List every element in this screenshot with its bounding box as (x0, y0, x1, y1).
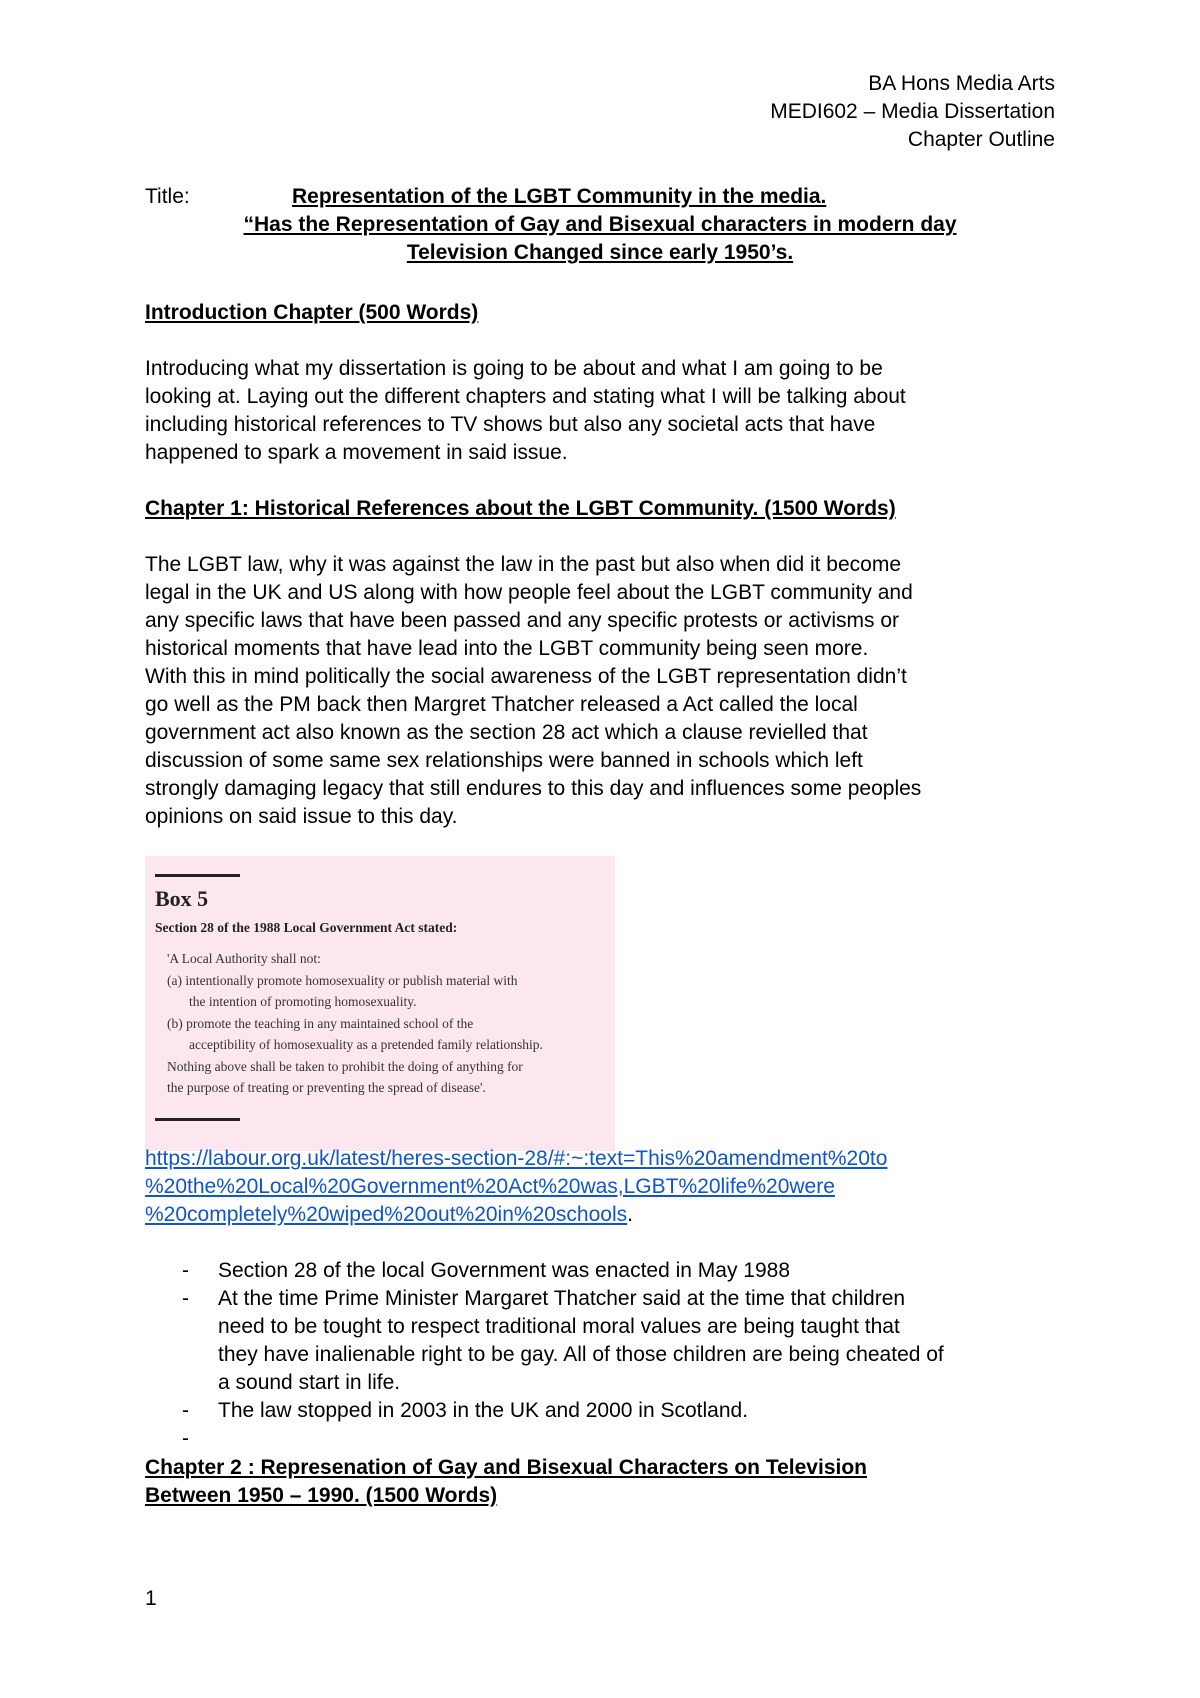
section-28-box-image (145, 856, 615, 1151)
introduction-heading: Introduction Chapter (500 Words) (145, 301, 479, 324)
bullet-dash: - (182, 1427, 189, 1450)
paragraph-line: happened to spark a movement in said issue. (145, 441, 568, 464)
box-bottom-rule (155, 1118, 240, 1121)
chapter1-heading: Chapter 1: Historical References about the LGBT Community. (1500 Words) (145, 497, 896, 520)
bullet-dash: - (182, 1259, 189, 1282)
box-line: acceptibility of homosexuality as a pretended family relationship. (189, 1037, 543, 1052)
paragraph-line: The LGBT law, why it was against the law in the past but also when did it become (145, 553, 902, 576)
box-line: the intention of promoting homosexuality. (189, 994, 417, 1009)
chapter2-heading-line-2: Between 1950 – 1990. (1500 Words) (145, 1484, 498, 1507)
paragraph-line: any specific laws that have been passed and any specific protests or activisms or (145, 609, 900, 632)
introduction-paragraph (145, 355, 1075, 467)
dissertation-title: Representation of the LGBT Community in the media. (292, 185, 827, 208)
box-line: Nothing above shall be taken to prohibit the doing of anything for (167, 1058, 523, 1074)
paragraph-line: government act also known as the section 28 act which a clause revielled that (145, 721, 868, 744)
title-label: Title: (145, 185, 190, 208)
subtitle-line-1: “Has the Representation of Gay and Bisexual characters in modern day (243, 213, 957, 236)
box-line: (a) intentionally promote homosexuality or publish material with (167, 972, 518, 988)
source-link-block (145, 1145, 887, 1229)
box-line: (b) promote the teaching in any maintained school of the (167, 1015, 474, 1031)
source-link-line-3[interactable]: %20completely%20wiped%20out%20in%20schools (145, 1203, 628, 1226)
paragraph-line: historical moments that have lead into the LGBT community being seen more. (145, 637, 869, 660)
title-block (145, 183, 1055, 267)
box-line: the purpose of treating or preventing the spread of disease'. (167, 1080, 486, 1095)
bullet-dash: - (182, 1287, 189, 1310)
subtitle-line-2: Television Changed since early 1950’s. (406, 241, 794, 264)
document-header (770, 70, 1055, 154)
list-item (145, 1397, 1075, 1425)
list-item-empty (145, 1425, 1075, 1453)
course-name: BA Hons Media Arts (868, 72, 1055, 95)
bullet-text: a sound start in life. (218, 1371, 401, 1394)
module-name: MEDI602 – Media Dissertation (770, 100, 1055, 123)
paragraph-line: opinions on said issue to this day. (145, 805, 458, 828)
link-trailing-period: . (627, 1203, 633, 1226)
chapter2-heading-line-1: Chapter 2 : Represenation of Gay and Bisexual Characters on Television (145, 1456, 867, 1479)
paragraph-line: go well as the PM back then Margret Thatcher released a Act called the local (145, 693, 858, 716)
box-line: 'A Local Authority shall not: (167, 951, 321, 966)
box-body (167, 948, 543, 1099)
chapter1-paragraph (145, 551, 1075, 831)
source-link-line-1[interactable]: https://labour.org.uk/latest/heres-section-28/#:~:text=This%20amendment%20to (145, 1147, 888, 1170)
bullet-text: they have inalienable right to be gay. All of those children are being cheated of (218, 1343, 944, 1366)
paragraph-line: Introducing what my dissertation is going to be about and what I am going to be (145, 357, 883, 380)
bullet-text: need to be tought to respect traditional moral values are being taught that (218, 1315, 900, 1338)
box-top-rule (155, 874, 240, 877)
paragraph-line: discussion of some same sex relationships were banned in schools which left (145, 749, 863, 772)
box-subtitle: Section 28 of the 1988 Local Government Act stated: (155, 920, 458, 935)
document-type: Chapter Outline (907, 128, 1055, 151)
paragraph-line: looking at. Laying out the different chapters and stating what I will be talking about (145, 385, 906, 408)
paragraph-line: legal in the UK and US along with how people feel about the LGBT community and (145, 581, 913, 604)
bullet-text: Section 28 of the local Government was enacted in May 1988 (218, 1259, 791, 1282)
bullet-dash: - (182, 1399, 189, 1422)
paragraph-line: strongly damaging legacy that still endures to this day and influences some peoples (145, 777, 922, 800)
list-item (145, 1285, 1075, 1397)
box-title: Box 5 (155, 886, 209, 911)
list-item (145, 1257, 1075, 1285)
section-28-bullet-list (145, 1257, 1075, 1453)
source-link-line-2[interactable]: %20the%20Local%20Government%20Act%20was,LGBT%20life%20were (145, 1175, 835, 1198)
bullet-text: At the time Prime Minister Margaret Thatcher said at the time that children (218, 1287, 906, 1310)
paragraph-line: including historical references to TV shows but also any societal acts that have (145, 413, 876, 436)
page-number: 1 (145, 1587, 157, 1610)
bullet-text: The law stopped in 2003 in the UK and 2000 in Scotland. (218, 1399, 749, 1422)
paragraph-line: With this in mind politically the social awareness of the LGBT representation didn’t (145, 665, 907, 688)
